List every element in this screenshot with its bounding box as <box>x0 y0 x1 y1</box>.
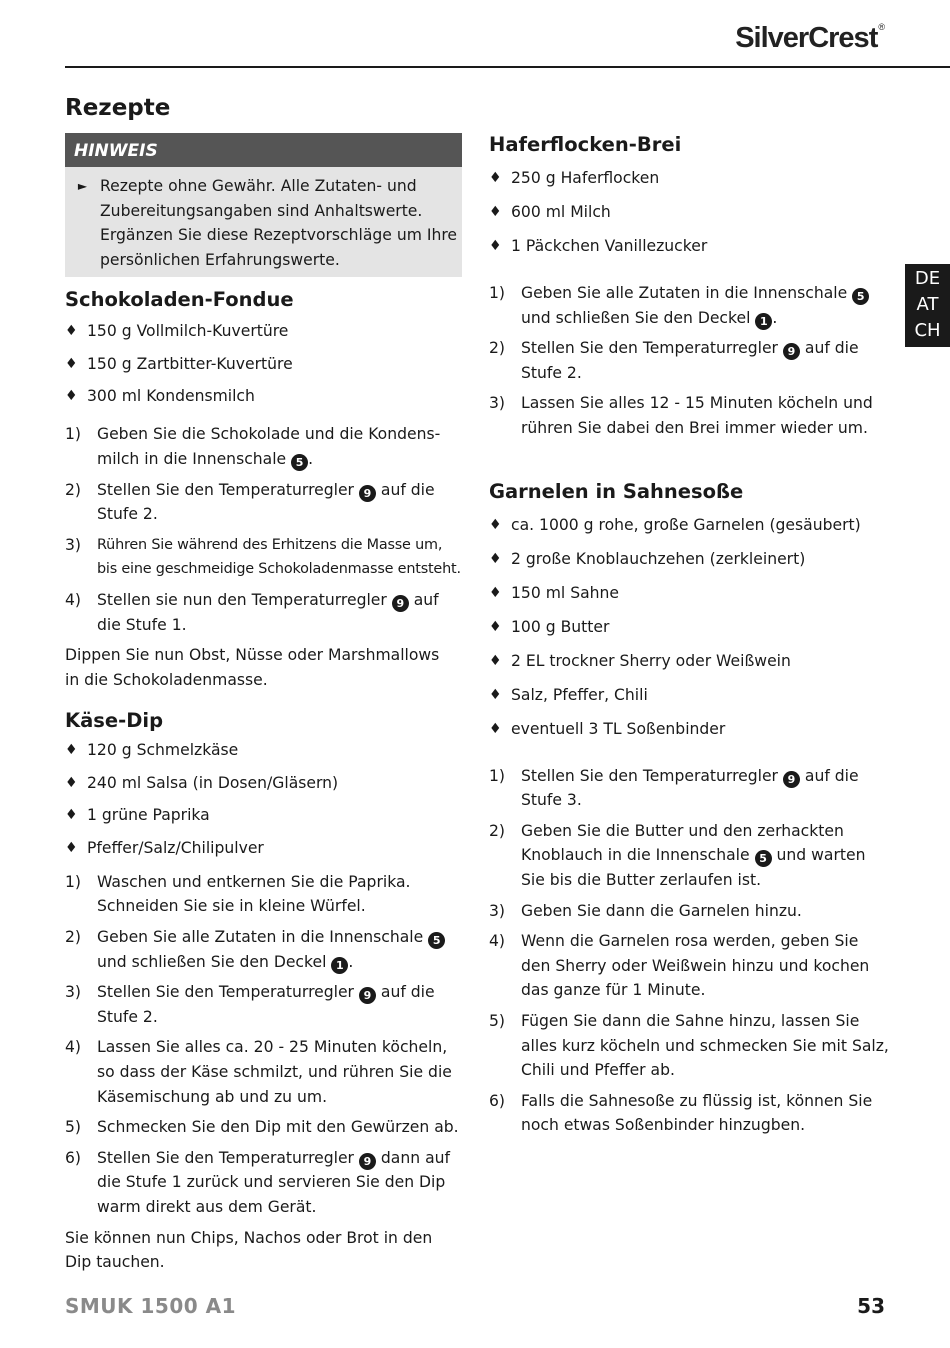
ingredient-text: 100 g Butter <box>511 617 610 636</box>
step-text <box>97 1115 465 1140</box>
step-line: die Stufe 1. <box>97 615 187 634</box>
note-heading: HINWEIS <box>65 133 462 167</box>
diamond-bullet-icon: ♦ <box>489 686 502 703</box>
step-item <box>65 870 465 919</box>
step-line: Geben Sie alle Zutaten in die Innenschale <box>97 928 429 946</box>
para-line: Dippen Sie nun Obst, Nüsse oder Marshmallows <box>65 646 440 665</box>
step-line: rühren Sie dabei den Brei immer wieder um. <box>521 418 868 437</box>
footer-page-number: 53 <box>857 1294 885 1318</box>
step-item <box>65 533 465 582</box>
step-line: Käsemischung ab und zu um. <box>97 1087 328 1106</box>
part-number-badge: 5 <box>291 454 308 471</box>
step-line: auf die <box>375 983 435 1002</box>
step-line: Stufe 2. <box>521 363 582 382</box>
ingredient-text: 600 ml Milch <box>511 203 611 221</box>
step-line: Stufe 2. <box>97 1007 158 1026</box>
note-body <box>65 167 462 277</box>
step-line: Lassen Sie alles 12 - 15 Minuten köcheln und <box>521 394 873 413</box>
part-number-badge: 9 <box>392 595 409 612</box>
ingredient-item <box>65 352 465 376</box>
ingredient-list-garnelen <box>489 513 889 741</box>
language-tab <box>905 264 950 347</box>
header-rule <box>65 66 950 68</box>
part-number-badge: 5 <box>428 932 445 949</box>
part-number-badge: 9 <box>359 987 376 1004</box>
recipe-title-brei: Haferflocken-Brei <box>489 133 682 156</box>
step-text <box>97 588 465 637</box>
diamond-bullet-icon: ♦ <box>489 618 502 635</box>
ingredient-text: Pfeffer/Salz/Chilipulver <box>87 838 264 857</box>
step-text <box>97 1146 465 1220</box>
step-item <box>65 1035 465 1109</box>
step-number: 3) <box>65 535 82 554</box>
ingredient-text: 240 ml Salsa (in Dosen/Gläsern) <box>87 773 339 792</box>
step-text <box>521 899 889 924</box>
fondue-closing-text <box>65 643 465 692</box>
ingredient-item <box>65 836 465 860</box>
ingredient-item <box>489 581 889 605</box>
step-line: Schneiden Sie sie in kleine Würfel. <box>97 897 366 916</box>
step-line: . <box>772 308 778 327</box>
step-number: 6) <box>489 1091 506 1110</box>
step-line: warm direkt aus dem Gerät. <box>97 1197 317 1216</box>
step-line: und schließen Sie den Deckel <box>521 308 756 327</box>
step-text <box>521 281 889 330</box>
registered-mark: ® <box>878 22 884 32</box>
step-number: 2) <box>489 821 506 840</box>
part-number-badge: 9 <box>359 485 376 502</box>
diamond-bullet-icon: ♦ <box>489 204 502 220</box>
ingredient-item <box>489 513 889 537</box>
diamond-bullet-icon: ♦ <box>489 238 502 254</box>
lang-ch: CH <box>914 320 941 341</box>
ingredient-text: Salz, Pfeffer, Chili <box>511 685 648 704</box>
step-line: auf die <box>375 480 435 499</box>
step-item <box>489 929 889 1003</box>
step-line: Falls die Sahnesoße zu flüssig ist, können Sie <box>521 1091 873 1110</box>
ingredient-text: 300 ml Kondensmilch <box>87 387 255 406</box>
diamond-bullet-icon: ♦ <box>65 839 78 856</box>
para-line: in die Schokoladenmasse. <box>65 670 268 689</box>
step-list-fondue <box>65 422 465 637</box>
ingredient-text: 250 g Haferflocken <box>511 169 660 187</box>
recipe-title-fondue: Schokoladen-Fondue <box>65 288 294 312</box>
step-line: Geben Sie die Schokolade und die Kondens- <box>97 425 441 444</box>
ingredient-text: eventuell 3 TL Soßenbinder <box>511 719 726 738</box>
right-column <box>489 130 889 1144</box>
ingredient-item <box>489 200 889 224</box>
ingredient-item <box>489 547 889 571</box>
step-line: dann auf <box>375 1148 451 1167</box>
step-line: Stufe 3. <box>521 791 582 810</box>
ingredient-text: 2 große Knoblauchzehen (zerkleinert) <box>511 549 806 568</box>
diamond-bullet-icon: ♦ <box>489 550 502 567</box>
step-text <box>97 1035 465 1109</box>
step-item <box>489 281 889 330</box>
step-line: und warten <box>771 846 866 865</box>
step-line: Schmecken Sie den Dip mit den Gewürzen ab. <box>97 1118 459 1137</box>
dip-closing-text <box>65 1226 465 1275</box>
step-line: Stellen Sie den Temperaturregler <box>97 480 359 499</box>
diamond-bullet-icon: ♦ <box>65 742 78 759</box>
step-text <box>97 980 465 1029</box>
diamond-bullet-icon: ♦ <box>65 774 78 791</box>
part-number-badge: 9 <box>359 1153 376 1170</box>
step-line: . <box>348 952 354 971</box>
ingredient-text: 1 Päckchen Vanillezucker <box>511 237 708 255</box>
part-number-badge: 1 <box>331 957 348 974</box>
step-line: das ganze für 1 Minute. <box>521 981 706 1000</box>
step-line: auf die <box>799 339 859 358</box>
step-number: 5) <box>65 1118 82 1137</box>
step-text <box>521 929 889 1003</box>
step-item <box>65 422 465 471</box>
step-text <box>521 336 889 385</box>
para-line: Dip tauchen. <box>65 1253 165 1272</box>
step-line: Geben Sie die Butter und den zerhackten <box>521 821 844 840</box>
step-line: Stellen sie nun den Temperaturregler <box>97 590 392 609</box>
step-number: 6) <box>65 1148 82 1167</box>
step-line: Knoblauch in die Innenschale <box>521 846 755 865</box>
step-text <box>97 925 465 974</box>
left-column <box>65 92 465 1275</box>
step-list-brei <box>489 281 889 441</box>
diamond-bullet-icon: ♦ <box>65 388 78 405</box>
step-line: Waschen und entkernen Sie die Paprika. <box>97 872 411 891</box>
note-box <box>65 133 465 277</box>
ingredient-item <box>489 166 889 190</box>
step-number: 3) <box>489 901 506 920</box>
footer-model-name: SMUK 1500 A1 <box>65 1294 237 1318</box>
arrow-right-icon: ► <box>77 179 88 193</box>
note-line: persönlichen Erfahrungswerte. <box>100 250 340 269</box>
ingredient-item <box>489 615 889 639</box>
diamond-bullet-icon: ♦ <box>65 323 78 340</box>
step-line: . <box>308 449 314 468</box>
ingredient-item <box>489 717 889 741</box>
step-line: Sie bis die Butter zerlaufen ist. <box>521 870 762 889</box>
step-text <box>521 1089 889 1138</box>
step-line: Stellen Sie den Temperaturregler <box>97 1148 359 1167</box>
lang-at: AT <box>916 294 939 315</box>
step-list-garnelen <box>489 764 889 1138</box>
diamond-bullet-icon: ♦ <box>65 355 78 372</box>
diamond-bullet-icon: ♦ <box>489 170 502 186</box>
step-number: 4) <box>489 932 506 951</box>
step-text <box>97 870 465 919</box>
ingredient-item <box>65 803 465 827</box>
diamond-bullet-icon: ♦ <box>65 807 78 824</box>
step-item <box>65 925 465 974</box>
note-line: Rezepte ohne Gewähr. Alle Zutaten- und <box>100 177 417 195</box>
ingredient-list-dip <box>65 738 465 860</box>
step-number: 1) <box>65 425 82 444</box>
note-item <box>65 174 462 272</box>
step-number: 3) <box>65 983 82 1002</box>
step-line: noch etwas Soßenbinder hinzugben. <box>521 1116 806 1135</box>
ingredient-item <box>489 649 889 673</box>
recipe-title-garnelen: Garnelen in Sahnesoße <box>489 479 744 503</box>
step-line: bis eine geschmeidige Schokoladenmasse entsteht. <box>97 561 461 578</box>
step-list-dip <box>65 870 465 1220</box>
step-text <box>97 533 465 582</box>
step-item <box>65 478 465 527</box>
step-item <box>489 819 889 893</box>
step-item <box>489 391 889 440</box>
ingredient-item <box>489 234 889 258</box>
brand-logo <box>735 22 884 55</box>
step-line: und schließen Sie den Deckel <box>97 952 332 971</box>
ingredient-item <box>65 738 465 762</box>
diamond-bullet-icon: ♦ <box>489 720 502 737</box>
step-line: Chili und Pfeffer ab. <box>521 1061 675 1080</box>
step-line: die Stufe 1 zurück und servieren Sie den Dip <box>97 1173 446 1192</box>
step-line: Geben Sie dann die Garnelen hinzu. <box>521 901 802 920</box>
brand-name: SilverCrest <box>735 22 878 54</box>
ingredient-item <box>65 319 465 343</box>
part-number-badge: 5 <box>755 850 772 867</box>
step-text <box>521 819 889 893</box>
step-text <box>521 1009 889 1083</box>
note-text <box>100 174 457 272</box>
diamond-bullet-icon: ♦ <box>489 516 502 533</box>
step-number: 2) <box>489 339 506 358</box>
lang-de: DE <box>914 268 941 289</box>
para-line: Sie können nun Chips, Nachos oder Brot in den <box>65 1228 433 1247</box>
step-text <box>521 391 889 440</box>
part-number-badge: 9 <box>783 343 800 360</box>
ingredient-text: 120 g Schmelzkäse <box>87 741 239 760</box>
part-number-badge: 9 <box>783 771 800 788</box>
ingredient-item <box>489 683 889 707</box>
ingredient-text: ca. 1000 g rohe, große Garnelen (gesäubert) <box>511 515 861 534</box>
step-number: 2) <box>65 480 82 499</box>
step-item <box>489 764 889 813</box>
step-number: 3) <box>489 394 506 413</box>
note-line: Ergänzen Sie diese Rezeptvorschläge um Ihre <box>100 226 458 245</box>
ingredient-item <box>65 771 465 795</box>
step-text <box>97 478 465 527</box>
ingredient-item <box>65 384 465 408</box>
step-item <box>65 980 465 1029</box>
ingredient-text: 2 EL trockner Sherry oder Weißwein <box>511 651 791 670</box>
step-item <box>489 336 889 385</box>
step-number: 2) <box>65 928 82 946</box>
step-line: Fügen Sie dann die Sahne hinzu, lassen Sie <box>521 1011 860 1030</box>
step-line: auf <box>408 590 439 609</box>
step-line: Stellen Sie den Temperaturregler <box>521 339 783 358</box>
page-title: Rezepte <box>65 95 171 121</box>
step-item <box>489 1089 889 1138</box>
step-line: Geben Sie alle Zutaten in die Innenschale <box>521 284 853 302</box>
ingredient-text: 1 grüne Paprika <box>87 806 210 825</box>
step-item <box>489 899 889 924</box>
ingredient-text: 150 g Zartbitter-Kuvertüre <box>87 354 293 373</box>
step-item <box>65 1146 465 1220</box>
part-number-badge: 5 <box>852 288 869 305</box>
step-line: den Sherry oder Weißwein hinzu und kochen <box>521 956 870 975</box>
step-line: Stellen Sie den Temperaturregler <box>97 983 359 1002</box>
part-number-badge: 1 <box>755 313 772 330</box>
step-number: 1) <box>65 872 82 891</box>
step-line: auf die <box>799 766 859 785</box>
step-line: alles kurz köcheln und schmecken Sie mit Salz, <box>521 1036 889 1055</box>
diamond-bullet-icon: ♦ <box>489 652 502 669</box>
ingredient-text: 150 ml Sahne <box>511 583 620 602</box>
step-number: 4) <box>65 590 82 609</box>
step-text <box>97 422 465 471</box>
step-line: Rühren Sie während des Erhitzens die Masse um, <box>97 536 443 553</box>
step-line: milch in die Innenschale <box>97 449 292 468</box>
ingredient-list-brei <box>489 166 889 258</box>
step-item <box>65 588 465 637</box>
ingredient-text: 150 g Vollmilch-Kuvertüre <box>87 322 289 341</box>
step-line: Stufe 2. <box>97 505 158 524</box>
step-item <box>65 1115 465 1140</box>
diamond-bullet-icon: ♦ <box>489 584 502 601</box>
step-text <box>521 764 889 813</box>
step-number: 1) <box>489 766 506 785</box>
recipe-title-dip: Käse-Dip <box>65 709 164 733</box>
step-item <box>489 1009 889 1083</box>
step-line: Wenn die Garnelen rosa werden, geben Sie <box>521 932 859 951</box>
step-line: so dass der Käse schmilzt, und rühren Sie die <box>97 1062 452 1081</box>
step-number: 5) <box>489 1011 506 1030</box>
note-line: Zubereitungsangaben sind Anhaltswerte. <box>100 201 423 220</box>
ingredient-list-fondue <box>65 319 465 408</box>
step-line: Stellen Sie den Temperaturregler <box>521 766 783 785</box>
step-number: 1) <box>489 284 506 302</box>
step-line: Lassen Sie alles ca. 20 - 25 Minuten köcheln, <box>97 1038 448 1057</box>
step-number: 4) <box>65 1038 82 1057</box>
